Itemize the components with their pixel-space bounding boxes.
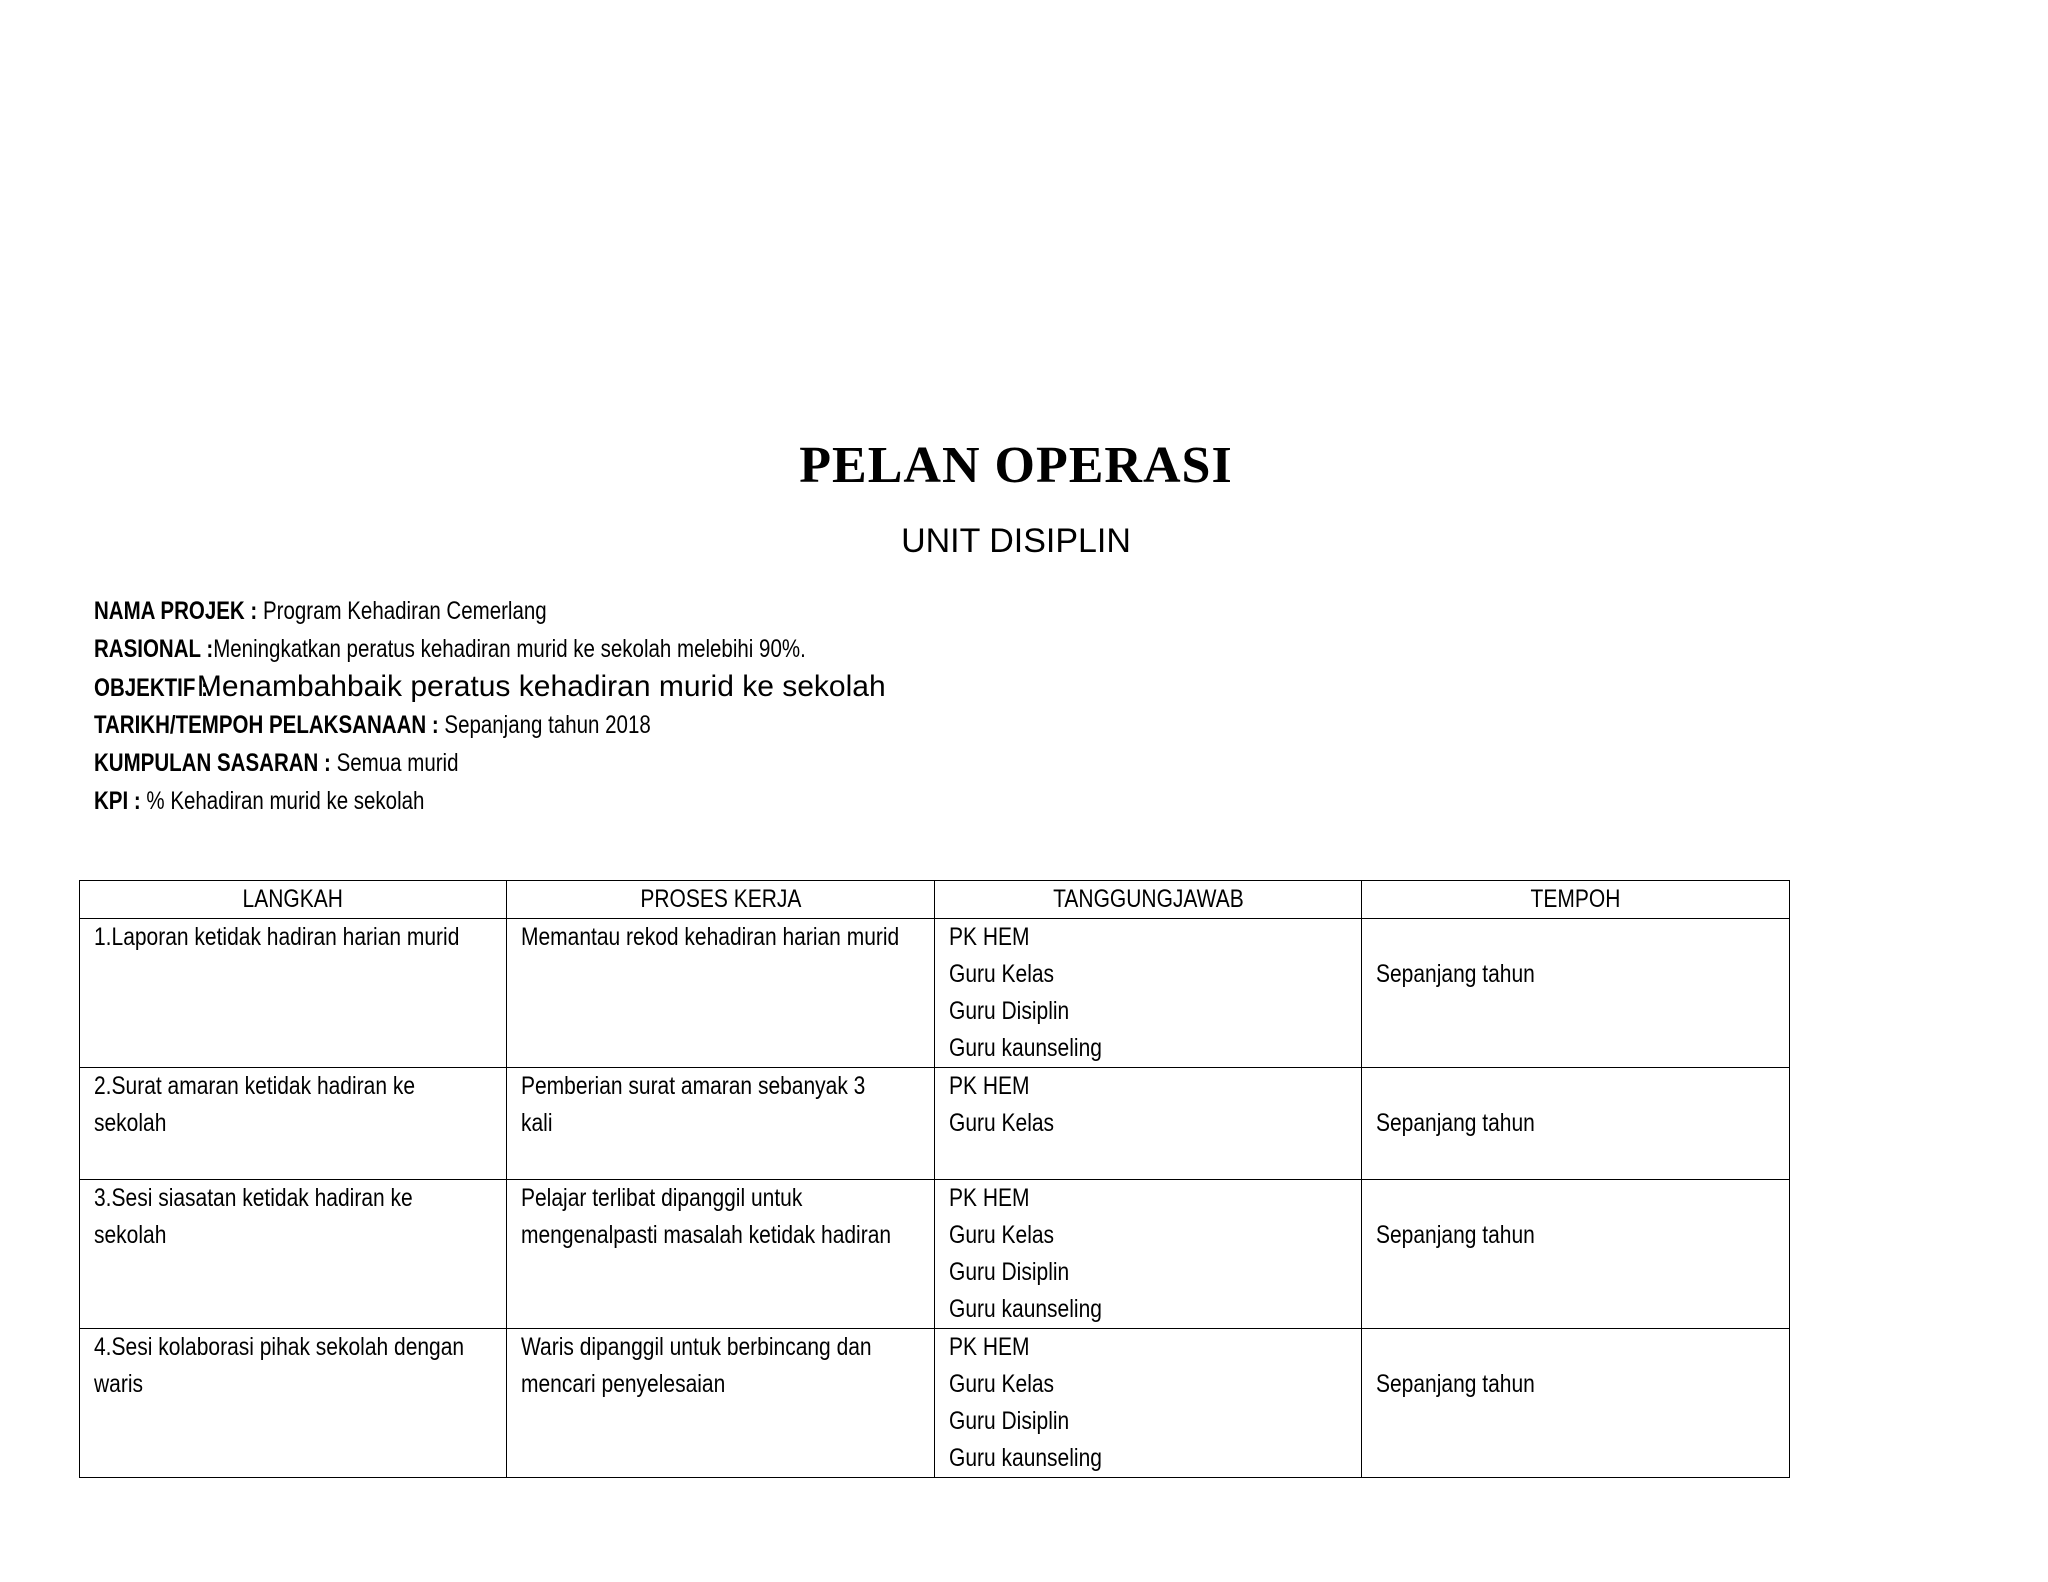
info-nama-projek [94,592,1294,630]
cell-tanggungjawab: PK HEM Guru Kelas Guru Disiplin Guru kaunseling [935,919,1362,1068]
rasional-label: RASIONAL : [94,635,214,663]
cell-tempoh: Sepanjang tahun [1362,919,1790,1068]
tarikh-label: TARIKH/TEMPOH PELAKSANAAN : [94,711,439,739]
cell-tempoh: Sepanjang tahun [1362,1329,1790,1478]
cell-langkah: 3.Sesi siasatan ketidak hadiran ke sekolah [80,1180,507,1329]
header-tanggungjawab: TANGGUNGJAWAB [935,881,1362,919]
table-row [80,1068,1790,1180]
kpi-label: KPI : [94,787,141,815]
info-kumpulan [94,744,1294,782]
info-rasional [94,630,1294,668]
table-row [80,919,1790,1068]
table-row [80,1180,1790,1329]
cell-tempoh: Sepanjang tahun [1362,1180,1790,1329]
cell-langkah: 2.Surat amaran ketidak hadiran ke sekolah [80,1068,507,1180]
project-info [94,592,1294,820]
cell-proses: Memantau rekod kehadiran harian murid [507,919,935,1068]
cell-proses: Pemberian surat amaran sebanyak 3 kali [507,1068,935,1180]
document-subtitle: UNIT DISIPLIN [901,522,1131,560]
cell-tempoh: Sepanjang tahun [1362,1068,1790,1180]
cell-proses: Waris dipanggil untuk berbincang dan mencari penyelesaian [507,1329,935,1478]
info-objektif [94,668,1294,706]
cell-tanggungjawab: PK HEM Guru Kelas Guru Disiplin Guru kaunseling [935,1329,1362,1478]
kumpulan-value: Semua murid [336,749,459,777]
cell-proses: Pelajar terlibat dipanggil untuk mengenalpasti masalah ketidak hadiran [507,1180,935,1329]
info-kpi [94,782,1294,820]
table-header-row [80,881,1790,919]
rasional-value: Meningkatkan peratus kehadiran murid ke sekolah melebihi 90%. [213,635,806,663]
cell-langkah: 4.Sesi kolaborasi pihak sekolah dengan waris [80,1329,507,1478]
nama-projek-label: NAMA PROJEK : [94,597,258,625]
cell-langkah: 1.Laporan ketidak hadiran harian murid [80,919,507,1068]
operation-plan-table [79,880,1790,1478]
document-title: PELAN OPERASI [799,437,1233,494]
header-tempoh: TEMPOH [1362,881,1790,919]
table-row [80,1329,1790,1478]
cell-tanggungjawab: PK HEM Guru Kelas [935,1068,1362,1180]
objektif-label: OBJEKTIF : [94,674,208,702]
objektif-value: Menambahbaik peratus kehadiran murid ke sekolah [196,670,886,703]
tarikh-value: Sepanjang tahun 2018 [444,711,651,739]
header-langkah: LANGKAH [80,881,507,919]
kumpulan-label: KUMPULAN SASARAN : [94,749,331,777]
info-tarikh [94,706,1294,744]
header-proses-kerja: PROSES KERJA [507,881,935,919]
nama-projek-value: Program Kehadiran Cemerlang [262,597,547,625]
cell-tanggungjawab: PK HEM Guru Kelas Guru Disiplin Guru kaunseling [935,1180,1362,1329]
kpi-value: % Kehadiran murid ke sekolah [146,787,425,815]
